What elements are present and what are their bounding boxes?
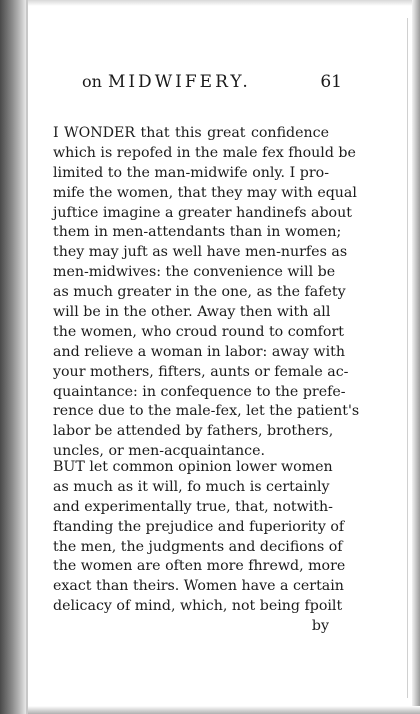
page-bottom-edge [28,706,420,714]
book-spine-shadow [0,0,26,714]
paragraph-1 [53,124,360,462]
running-head-title: MIDWIFERY. [107,72,251,92]
text-line: your mothers, fifters, aunts or female ac- [53,363,349,380]
text-line: and experimentally true, that, notwith- [53,498,333,515]
text-line: I WONDER that this great confidence [53,125,329,141]
page-edge-line [407,18,408,698]
text-line: as much as it will, fo much is certainly [53,478,330,495]
text-line: quaintance: in confequence to the prefe- [53,383,346,400]
text-line: as much greater in the one, as the fafety [53,284,346,301]
text-line: which is repofed in the male fex fhould be [53,144,356,161]
text-line: the men, the judgments and decifions of [53,538,343,555]
text-line: men-midwives: the convenience will be [53,264,336,281]
text-line: them in men-attendants than in women; [53,224,342,241]
text-line: exact than theirs. Women have a certain [53,578,344,595]
text-line: ftanding the prejudice and fuperiority of [53,518,345,535]
text-line: rence due to the male-fex, let the patient's [53,403,360,420]
catchword: by [311,618,329,635]
text-line: limited to the man-midwife only. I pro- [53,164,329,181]
text-line: the women, who croud round to comfort [53,323,344,340]
running-head-prefix: on [82,72,102,91]
page-number: 61 [320,72,342,92]
text-line: and relieve a woman in labor: away with [53,343,345,360]
page-right-edge [412,0,420,714]
text-line: the women are often more fhrewd, more [53,558,346,575]
page-top-edge [28,0,420,6]
text-line: they may juft as well have men-nurfes as [53,244,348,261]
text-line: mife the women, that they may with equal [53,184,357,201]
text-line: delicacy of mind, which, not being fpoilt [53,598,343,615]
text-line: uncles, or men-acquaintance. [53,443,265,460]
text-line: will be in the other. Away then with all [53,304,331,321]
gutter-line [26,0,28,714]
running-head [82,72,251,92]
paragraph-2 [53,458,346,637]
text-line: labor be attended by fathers, brothers, [53,423,334,440]
text-line: juftice imagine a greater handinefs about [53,204,352,221]
running-header [82,72,342,98]
text-line: BUT let common opinion lower women [53,459,333,475]
